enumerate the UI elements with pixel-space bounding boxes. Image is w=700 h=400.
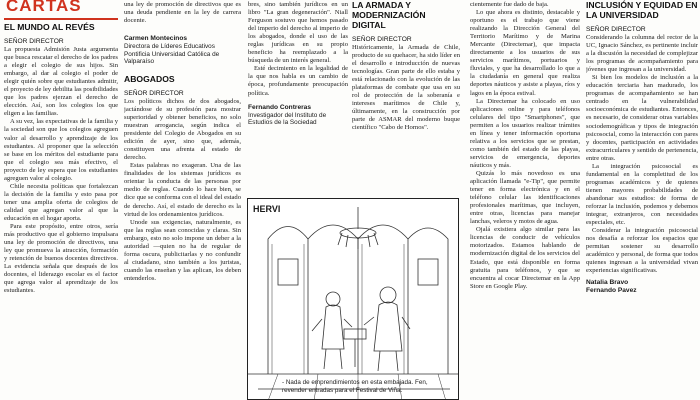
paragraph: Si bien los modelos de inclusión a la educación terciaria han madurado, los programas de acompañamiento se han centrado en la vulnerabilidad socioeconómica de estudiantes. Entonces, es necesario, de considerar otras variables sociodemográficas y tipos de integración psicosocial, como la interacción con pares y docentes, participación en actividades extracurriculares y sentido de pertenencia, entre otras.: [586, 74, 698, 162]
letter-el-mundo: [4, 22, 118, 295]
paragraph: Estas palabras no exageran. Una de las finalidades de los sistemas jurídicos es orientar la conducta de las personas por medio de reglas. Cuando lo hace bien, se dice que se conforma con el ideal del estado de derecho. Así, el estado de derecho es la virtud de los ordenamientos jurídicos.: [124, 162, 241, 218]
salutation: SEÑOR DIRECTOR: [586, 26, 646, 33]
paragraph: A su vez, las expectativas de la familia y la sociedad son que los colegios agreguen valor al desarrollo y aprendizaje de los estudiantes. Al proponer que la selección se base en los méritos del estudiante para que el colegio sea más efectivo, el proyecto de ley espera que los estudiantes agreguen valor al colegio.: [4, 118, 118, 182]
letter-title: EL MUNDO AL REVÉS: [4, 22, 95, 32]
letter-title: ABOGADOS: [124, 73, 175, 84]
paragraph: cientemente fue dado de baja.: [470, 1, 549, 8]
section-header: CARTAS: [6, 0, 82, 15]
paragraph: Unode sus exigencias, naturalmente, es que las reglas sean conocidas y claras. Sin embargo, esto no solo impone un deber a la autoridad —quien no ha de regular de forma oscura, publicitarlas y no confundir al ciudadano, sino también a los juristas, cuando las enseñan y las aplican, los deben entenderlos.: [124, 218, 241, 282]
column-1: [4, 0, 118, 400]
cartoon-caption: - Nada de emprendimientos en esta embajada. Fen, revender entradas para el Festival de Viña.: [282, 379, 428, 394]
signature-name: Fernando Contreras: [248, 103, 312, 111]
editorial-cartoon: [247, 198, 459, 400]
salutation: SEÑOR DIRECTOR: [4, 38, 64, 45]
cartoon-artist: HERVI: [253, 204, 281, 214]
letter-title: LA ARMADA Y MODERNIZACIÓN DIGITAL: [352, 0, 426, 30]
signature-name: Fernando Pavez: [586, 287, 637, 295]
paragraph: bres, sino también jurídicos en un libro "La gran degeneración". Niall Ferguson sostuvo que hemos pasado del imperio del derecho al imperio de los abogados, donde el uso de las reglas jurídicas en su propio beneficio ha reemplazado a la búsqueda de un interés general.: [248, 1, 348, 65]
paragraph: Para este propósito, entre otros, sería más productivo que el gobierno impulsara una ley de promoción de directivos, una ley que promueva la atracción, formación y retención de buenos docentes directivos. La evidencia señala que después de los docentes, el liderazgo escolar es el factor que agrega valor al aprendizaje de los estudiantes.: [4, 223, 118, 295]
column-5: [470, 0, 580, 400]
column-4: [352, 0, 460, 196]
paragraph: Lo que ahora es distinto, destacable y oportuno es el trabajo que viene realizando la Dirección General del Territorio Marítimo y de Marina Mercante (Directemar), que impacta directamente a los usuarios de sus servicios marítimos, portuarios y fluviales, y que ha desarrollado lo que a la ciudadanía en general que realiza deportes náuticos y asiste a playas, ríos y lagos en la época estival.: [470, 9, 580, 97]
signature-name: Carmen Montecinos: [124, 35, 188, 43]
cartoon-drawing-icon: [248, 199, 459, 400]
paragraph: La Directemar ha colocado en uso aplicaciones online y para teléfonos celulares del tipo "Smartphones", que permiten a los usuarios realizar trámites en línea y tener información oportuna relativa a los servicios que se prestan, como también del estado de las playas, servicios de emergencia, deportes náuticos y más.: [470, 97, 580, 169]
signature-role: Directora de Líderes Educativos Pontificia Universidad Católica de Valparaíso: [124, 43, 220, 66]
paragraph: Esté decimiento en la legalidad de la que nos habla es un cambio de época, profundamente preocupación política.: [248, 65, 348, 97]
column-6: [586, 0, 698, 400]
paragraph: Considerar la integración psicosocial nos desafía a reforzar los espacios que permitan sostener su desarrollo académico y personal, de forma que todos quienes ingresan a la universidad vivan experiencias significativas.: [586, 227, 698, 275]
signature-name: Natalia Bravo: [586, 279, 629, 287]
paragraph: Los políticos dichos de dos abogados, jactándose de su profesión para mostrar superioridad y obtener beneficios, no solo muestran arrogancia, según indica el presidente del Colegio de Abogados en su edición de ayer, sino que, además, constituyen una afrenta al estado de derecho.: [124, 97, 241, 162]
paragraph: La propuesta Admisión Justa argumenta que busca rescatar el derecho de los padres a elegir el colegio de sus hijos. Sin embargo, al dar al colegio el poder de elegir quién sobre que estudiantes admitir, el proyecto de ley debilita las posibilidades que los padres ejerzan el derecho de elección. Así, son los colegios los que eligen a las familias.: [4, 46, 118, 118]
letter-title: INCLUSIÓN Y EQUIDAD EN LA UNIVERSIDAD: [586, 0, 698, 20]
paragraph: Chile necesita políticas que fortalezcan la decisión de la familia y esto pasa por tener una amplia oferta de colegios de calidad que agregan valor al que la educación en el hogar aporta.: [4, 182, 118, 222]
salutation: SEÑOR DIRECTOR: [352, 36, 412, 43]
paragraph: La integración psicosocial es fundamental en la completitud de los programas académicos y de quienes tienen mayores probabilidades de abandonar sus estudios: de forma de reforzar la inclusión, podemos y debemos integrar, extranjeros, con necesidades especiales, etc.: [586, 162, 698, 227]
paragraph: Históricamente, la Armada de Chile, producto de su quehacer, ha sido líder en el desarrollo e introducción de nuevas tecnologías. Gran parte de ello estaba y está relacionado con la evolución de las plataformas de combate que usa en su rol de protección de la soberanía e intereses marítimos de Chile y, últimamente, en la construcción por parte de ASMAR del moderno buque científico "Cabo de Hornos".: [352, 44, 460, 132]
paragraph: una ley de promoción de directivos que es una deuda pendiente en la ley de carrera docente.: [124, 1, 241, 25]
section-rule: [4, 18, 118, 20]
salutation: SEÑOR DIRECTOR: [124, 89, 184, 97]
column-3: [248, 0, 348, 196]
column-2: [124, 0, 241, 400]
paragraph: Considerando la columna del rector de la UC, Ignacio Sánchez, es pertinente incluir a la discusión la necesidad de complejizar los programas de acompañamiento para jóvenes que ingresan a la universidad.: [586, 34, 698, 74]
signature-role: Investigador del Instituto de Estudios de la Sociedad: [248, 111, 327, 127]
paragraph: Quizás lo más novedoso es una aplicación llamada "e-Tip", que permite tener en forma electrónica y en el teléfono celular las identificaciones profesionales marítimas, que incluyen, entre otras, licencias para manejar lanchas, veleros y motos de agua.: [470, 169, 580, 226]
paragraph: Ojalá existiera algo similar para las licencias de conducir de vehículos motorizados. Estamos hablando de modernización digital de los servicios del Estado, que está disponible en forma gratuita para teléfonos, y que se encuentra al cocar Directemar en la App Store en Google Play.: [470, 226, 580, 290]
